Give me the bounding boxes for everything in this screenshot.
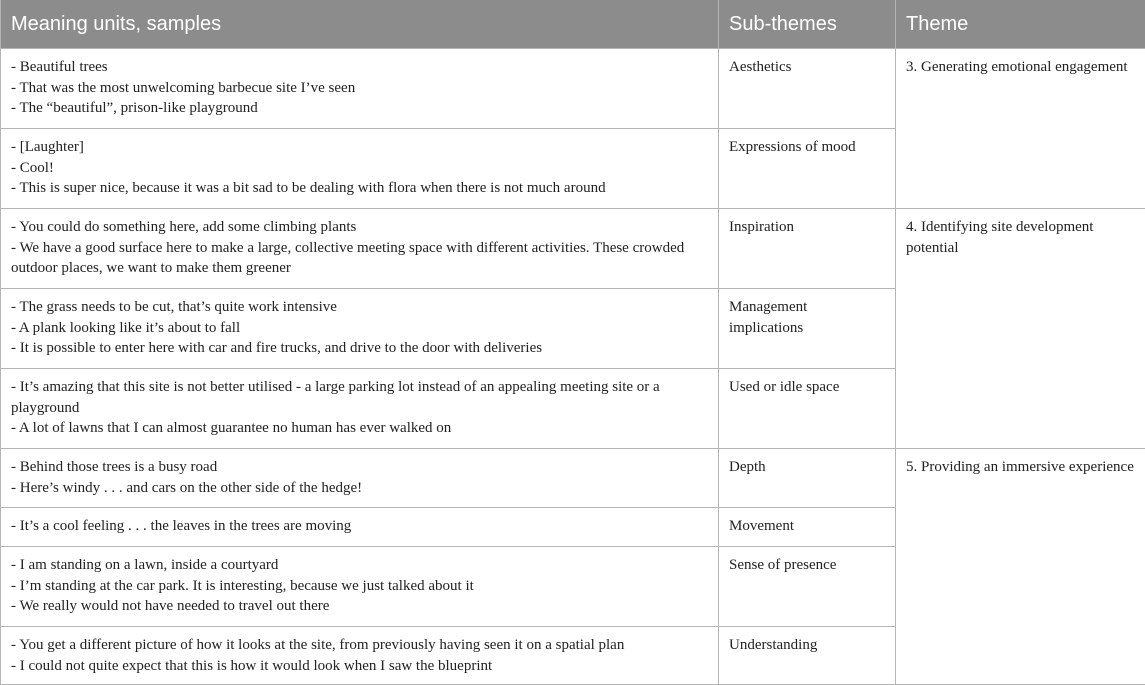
meaning-line: - Beautiful trees (11, 57, 708, 78)
meaning-line: - The “beautiful”, prison-like playground (11, 98, 708, 119)
meaning-line: - This is super nice, because it was a bit sad to be dealing with flora when there is not much around (11, 178, 708, 199)
theme-cell: 5. Providing an immersive experience (896, 449, 1145, 685)
subtheme-cell: Understanding (719, 627, 896, 685)
meaning-cell (1, 49, 719, 129)
header-row (1, 0, 1145, 49)
table-row (1, 49, 1145, 129)
subtheme-cell: Inspiration (719, 209, 896, 289)
meaning-line: - We really would not have needed to travel out there (11, 596, 708, 617)
meaning-cell (1, 449, 719, 508)
meaning-line: - I could not quite expect that this is how it would look when I saw the blueprint (11, 656, 708, 677)
subtheme-cell: Used or idle space (719, 369, 896, 449)
meaning-line: - Cool! (11, 158, 708, 179)
meaning-line: - It’s a cool feeling . . . the leaves in the trees are moving (11, 516, 708, 537)
meaning-line: - It’s amazing that this site is not better utilised - a large parking lot instead of an appealing meeting site or a playground (11, 377, 708, 418)
meaning-line: - I’m standing at the car park. It is interesting, because we just talked about it (11, 576, 708, 597)
meaning-cell (1, 129, 719, 209)
meaning-line: - You get a different picture of how it looks at the site, from previously having seen it on a spatial plan (11, 635, 708, 656)
subtheme-cell: Expressions of mood (719, 129, 896, 209)
meaning-line: - [Laughter] (11, 137, 708, 158)
meaning-line: - A lot of lawns that I can almost guarantee no human has ever walked on (11, 418, 708, 439)
meaning-cell (1, 209, 719, 289)
theme-cell: 3. Generating emotional engagement (896, 49, 1145, 209)
meaning-line: - That was the most unwelcoming barbecue site I’ve seen (11, 78, 708, 99)
meaning-line: - We have a good surface here to make a large, collective meeting space with different activities. These crowded outdoor places, we want to make them greener (11, 238, 708, 279)
meaning-cell (1, 547, 719, 627)
subtheme-cell: Movement (719, 508, 896, 547)
meaning-line: - You could do something here, add some climbing plants (11, 217, 708, 238)
subtheme-cell: Aesthetics (719, 49, 896, 129)
meaning-cell (1, 508, 719, 547)
subtheme-cell: Management implications (719, 289, 896, 369)
header-sub-themes: Sub-themes (719, 0, 896, 49)
header-meaning-units: Meaning units, samples (1, 0, 719, 49)
meaning-cell (1, 627, 719, 685)
meaning-cell (1, 289, 719, 369)
meaning-line: - It is possible to enter here with car and fire trucks, and drive to the door with deliveries (11, 338, 708, 359)
meaning-line: - I am standing on a lawn, inside a courtyard (11, 555, 708, 576)
meaning-line: - A plank looking like it’s about to fall (11, 318, 708, 339)
subtheme-cell: Sense of presence (719, 547, 896, 627)
table-row (1, 449, 1145, 508)
meaning-line: - Behind those trees is a busy road (11, 457, 708, 478)
theme-cell: 4. Identifying site development potential (896, 209, 1145, 449)
subtheme-cell: Depth (719, 449, 896, 508)
header-theme: Theme (896, 0, 1145, 49)
meaning-cell (1, 369, 719, 449)
meaning-line: - The grass needs to be cut, that’s quite work intensive (11, 297, 708, 318)
table-row (1, 209, 1145, 289)
meaning-line: - Here’s windy . . . and cars on the other side of the hedge! (11, 478, 708, 499)
